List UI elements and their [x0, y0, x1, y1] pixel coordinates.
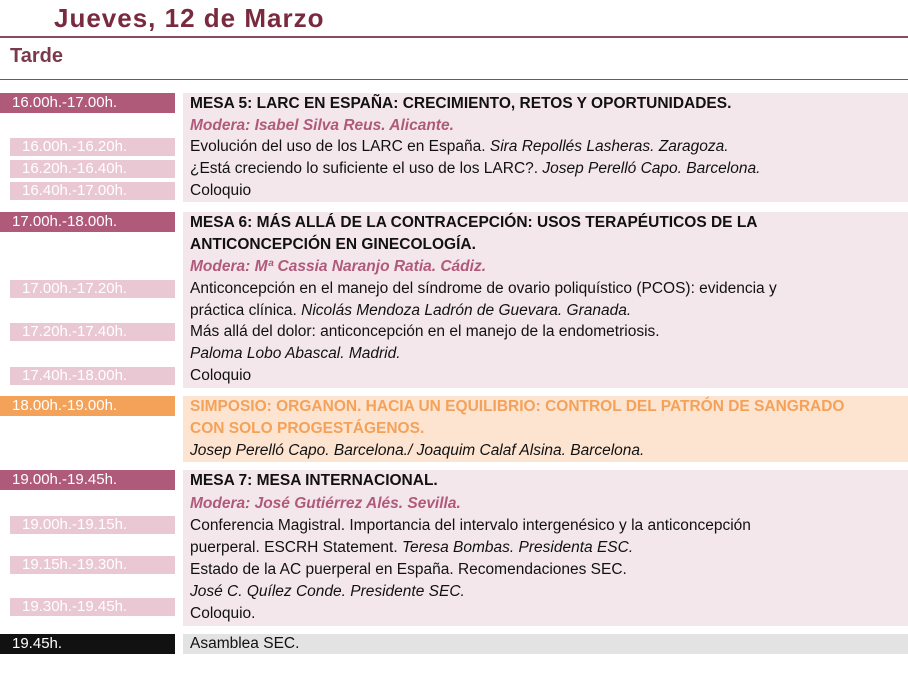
talk-title: Coloquio [190, 182, 252, 199]
session-time-badge: 19.00h.-19.45h. [0, 470, 175, 490]
talk-time: 17.20h.-17.40h. [10, 323, 175, 341]
session-authors: Josep Perelló Capo. Barcelona./ Joaquim Calaf Alsina. Barcelona. [190, 442, 645, 459]
talk-author: José C. Quílez Conde. Presidente SEC. [190, 583, 465, 600]
session-title-line: CON SOLO PROGESTÁGENOS. [190, 420, 425, 437]
session-moderator: Modera: Isabel Silva Reus. Alicante. [190, 117, 454, 134]
section-title: Tarde [10, 45, 63, 67]
talk-entry [190, 537, 890, 559]
talk-entry [190, 158, 890, 180]
talk-title: puerperal. ESCRH Statement. [190, 539, 398, 556]
talk-time: 16.00h.-16.20h. [10, 138, 175, 156]
talk-title: Más allá del dolor: anticoncepción en el manejo de la endometriosis. [190, 323, 660, 340]
talk-author: Sira Repollés Lasheras. Zaragoza. [489, 138, 729, 155]
session-title: MESA 5: LARC EN ESPAÑA: CRECIMIENTO, RETOS Y OPORTUNIDADES. [190, 95, 732, 112]
day-title: Jueves, 12 de Marzo [54, 3, 325, 33]
session-title-line: MESA 6: MÁS ALLÁ DE LA CONTRACEPCIÓN: USOS TERAPÉUTICOS DE LA [190, 214, 758, 231]
session-time-badge: 17.00h.-18.00h. [0, 212, 175, 232]
talk-title: práctica clínica. [190, 302, 297, 319]
talk-time: 19.30h.-19.45h. [10, 598, 175, 616]
talk-title: Coloquio [190, 367, 252, 384]
talk-title: Coloquio. [190, 605, 256, 622]
session-title: MESA 7: MESA INTERNACIONAL. [190, 472, 438, 489]
talk-title: Estado de la AC puerperal en España. Recomendaciones SEC. [190, 561, 627, 578]
talk-title: Evolución del uso de los LARC en España. [190, 138, 486, 155]
session-time-badge: 18.00h.-19.00h. [0, 396, 175, 416]
title-divider [0, 36, 908, 38]
talk-title: Anticoncepción en el manejo del síndrome de ovario poliquístico (PCOS): evidencia y [190, 280, 777, 297]
section-divider [0, 79, 908, 80]
session-moderator: Modera: José Gutiérrez Alés. Sevilla. [190, 495, 461, 512]
talk-time: 17.00h.-17.20h. [10, 280, 175, 298]
session-time-badge: 19.45h. [0, 634, 175, 654]
talk-entry [190, 136, 890, 158]
talk-author: Josep Perelló Capo. Barcelona. [542, 160, 761, 177]
session-mesa-6 [0, 212, 908, 388]
session-moderator: Modera: Mª Cassia Naranjo Ratia. Cádiz. [190, 258, 487, 275]
session-title-line: SIMPOSIO: ORGANON. HACIA UN EQUILIBRIO: CONTROL DEL PATRÓN DE SANGRADO [190, 398, 845, 415]
talk-title: Conferencia Magistral. Importancia del intervalo intergenésico y la anticoncepción [190, 517, 751, 534]
talk-time: 16.20h.-16.40h. [10, 160, 175, 178]
session-title: Asamblea SEC. [190, 635, 300, 652]
session-time-badge: 16.00h.-17.00h. [0, 93, 175, 113]
talk-time: 17.40h.-18.00h. [10, 367, 175, 385]
talk-author: Teresa Bombas. Presidenta ESC. [401, 539, 634, 556]
talk-time: 19.00h.-19.15h. [10, 516, 175, 534]
session-asamblea [0, 634, 908, 654]
talk-entry [190, 300, 890, 322]
talk-author: Nicolás Mendoza Ladrón de Guevara. Granada. [301, 302, 632, 319]
session-mesa-5 [0, 93, 908, 202]
session-mesa-7 [0, 470, 908, 626]
session-simposio [0, 396, 908, 462]
talk-author: Paloma Lobo Abascal. Madrid. [190, 345, 401, 362]
talk-title: ¿Está creciendo lo suficiente el uso de los LARC?. [190, 160, 539, 177]
talk-time: 19.15h.-19.30h. [10, 556, 175, 574]
session-title-line: ANTICONCEPCIÓN EN GINECOLOGÍA. [190, 236, 476, 253]
talk-time: 16.40h.-17.00h. [10, 182, 175, 200]
